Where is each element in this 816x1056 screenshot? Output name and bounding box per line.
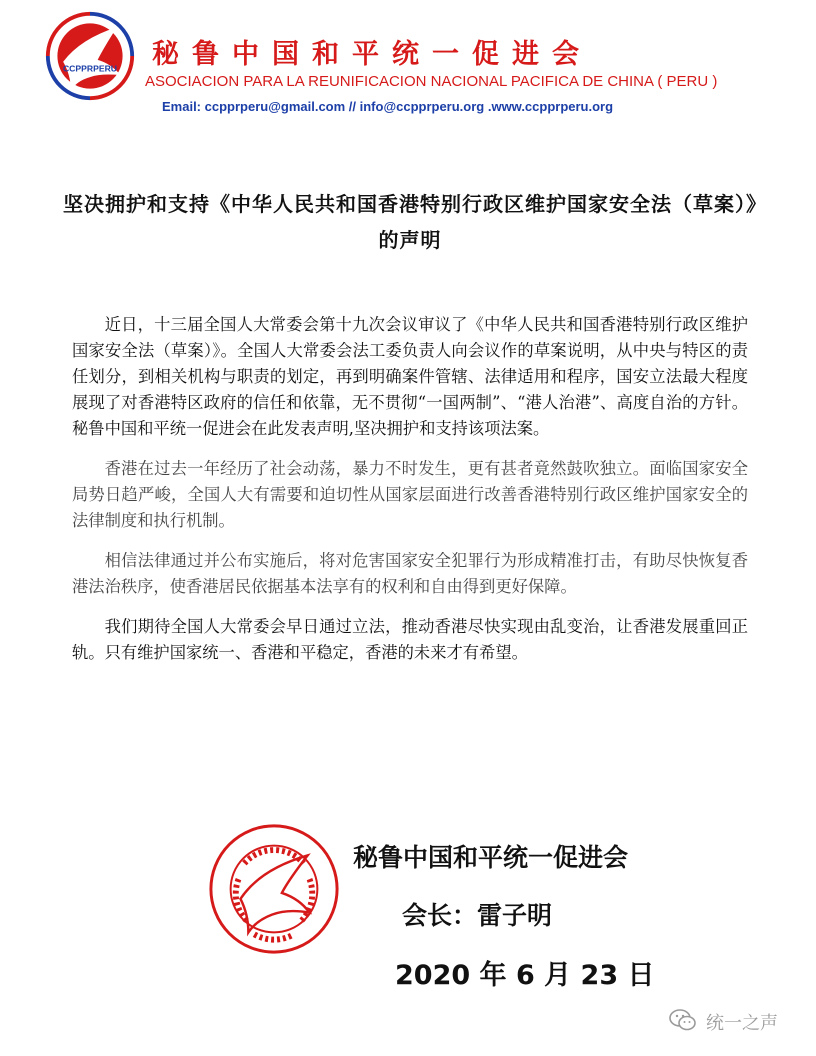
paragraph-1: 近日，十三届全国人大常委会第十九次会议审议了《中华人民共和国香港特别行政区维护国家安全法（草案）》。全国人大常委会法工委负责人向会议作的草案说明，从中央与特区的责任划分，到相关机构与职责的划定，再到明确案件管辖、法律适用和程序，国安立法最大程度展现了对香港特区政府的信任和依靠，无不贯彻“一国两制”、“港人治港”、高度自治的方针。秘鲁中国和平统一促进会在此发表声明,坚决拥护和支持该项法案。 xyxy=(72,315,748,438)
watermark-text: 统一之声 xyxy=(706,1013,778,1034)
statement-title: 坚决拥护和支持《中华人民共和国香港特别行政区维护国家安全法（草案）》的声明 xyxy=(63,192,757,252)
org-name-spanish: ASOCIACION PARA LA REUNIFICACION NACIONAL PACIFICA DE CHINA ( PERU ) xyxy=(145,73,718,90)
header-logo-text: CCPPRPERU xyxy=(62,63,118,74)
signature-organization: 秘鲁中国和平统一促进会 xyxy=(353,843,629,872)
org-contact-line[interactable]: Email: ccpprperu@gmail.com // info@ccpprperu.org .www.ccpprperu.org xyxy=(162,99,614,114)
wechat-watermark xyxy=(668,1006,808,1038)
statement-body xyxy=(72,312,748,680)
signature-president: 会长：雷子明 xyxy=(402,901,553,930)
paragraph-3: 相信法律通过并公布实施后，将对危害国家安全犯罪行为形成精准打击，有助尽快恢复香港法治秩序，使香港居民依据基本法享有的权利和自由得到更好保障。 xyxy=(72,551,748,596)
organization-seal xyxy=(205,820,343,958)
header-logo xyxy=(42,10,138,102)
org-name-chinese: 秘鲁中国和平统一促进会 xyxy=(152,39,592,70)
paragraph-2: 香港在过去一年经历了社会动荡，暴力不时发生，更有甚者竟然鼓吹独立。面临国家安全局势日趋严峻，全国人大有需要和迫切性从国家层面进行改善香港特别行政区维护国家安全的法律制度和执行机制。 xyxy=(72,459,748,530)
signature-date: 2020 年 6 月 23 日 xyxy=(395,960,655,991)
wechat-icon xyxy=(668,1007,698,1038)
paragraph-4: 我们期待全国人大常委会早日通过立法，推动香港尽快实现由乱变治，让香港发展重回正轨。只有维护国家统一、香港和平稳定，香港的未来才有希望。 xyxy=(72,617,748,662)
